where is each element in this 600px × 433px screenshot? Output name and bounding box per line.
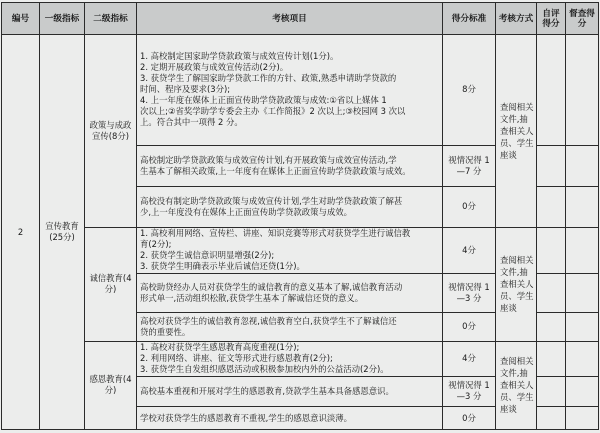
- header-item: 考核项目: [137, 3, 443, 35]
- self-score-cell[interactable]: [537, 35, 566, 146]
- assessment-item: [137, 227, 443, 273]
- supervise-score-cell[interactable]: [566, 407, 599, 430]
- supervise-score-cell[interactable]: [566, 341, 599, 376]
- level2-indicator: 感恩教育(4分): [85, 341, 137, 429]
- item-line: 高校对获贷学生的诚信教育忽视,诚信教育空白,获贷学生不了解诚信还: [140, 315, 397, 326]
- assessment-method: 查阅相关文件,抽查相关人员、学生座谈: [496, 35, 537, 228]
- assessment-item: [137, 186, 443, 227]
- score-standard: 视情况得 1—7 分: [443, 145, 496, 186]
- header-supervise-score: 督查得分: [566, 3, 599, 35]
- supervise-score-cell[interactable]: [566, 274, 599, 313]
- item-line: 高校助贷经办人员对获贷学生的诚信教育的意义基本了解,诚信教育活动: [140, 282, 403, 292]
- level2-indicator: 诚信教育(4分): [85, 227, 137, 341]
- item-line: 学校对获贷学生的感恩教育不重视,学生的感恩意识淡薄。: [140, 412, 353, 423]
- score-standard: 视情况得 1—3 分: [443, 376, 496, 407]
- header-row: [2, 3, 599, 35]
- score-standard: 4分: [443, 341, 496, 376]
- header-score-standard: 得分标准: [443, 3, 496, 35]
- row-number: 2: [2, 35, 40, 430]
- item-line: 4. 上一年度在媒体上正面宣传助学贷款政策与成效:①省以上媒体 1: [140, 95, 387, 106]
- score-standard: 4分: [443, 227, 496, 273]
- table-row: [2, 341, 599, 376]
- item-line: 高校没有制定助学贷款政策与成效宣传计划,学生对助学贷款政策了解甚: [140, 195, 403, 206]
- assessment-item: [137, 376, 443, 407]
- item-line: 2. 获贷学生诚信意识明显增强(2分);: [140, 250, 275, 261]
- assessment-item: [137, 145, 443, 186]
- item-line: 高校基本重视和开展对学生的感恩教育,贷款学生基本具备感恩意识。: [140, 385, 394, 396]
- item-line: 2. 利用网络、讲座、征文等形式进行感恩教育(2分);: [140, 353, 333, 364]
- assessment-method: 查阅相关文件,抽查相关人员、学生座谈: [496, 227, 537, 341]
- item-line: 上。符合其中一项得 2 分。: [140, 117, 243, 128]
- assessment-item: [137, 35, 443, 146]
- assessment-item: [137, 341, 443, 376]
- item-line: 形式单一,活动组织松散,获贷学生基本了解诚信还贷的意义。: [140, 293, 364, 303]
- supervise-score-cell[interactable]: [566, 313, 599, 342]
- self-score-cell[interactable]: [537, 376, 566, 407]
- header-no: 编号: [2, 3, 40, 35]
- supervise-score-cell[interactable]: [566, 227, 599, 273]
- score-standard: 0分: [443, 407, 496, 430]
- evaluation-table: [1, 2, 599, 430]
- header-level2: 二级指标: [85, 3, 137, 35]
- self-score-cell[interactable]: [537, 227, 566, 273]
- item-line: 1. 高校制定国家助学贷款政策与成效宣传计划(1分)。: [140, 51, 339, 62]
- item-line: 3. 获贷学生自发组织感恩活动或积极参加校内外的公益活动(2分)。: [140, 364, 389, 375]
- assessment-item: [137, 274, 443, 313]
- item-line: 2. 定期开展政策与成效宣传活动(2分)。: [140, 62, 289, 73]
- self-score-cell[interactable]: [537, 407, 566, 430]
- self-score-cell[interactable]: [537, 274, 566, 313]
- assessment-item: [137, 407, 443, 430]
- self-score-cell[interactable]: [537, 145, 566, 186]
- item-line: 3. 获贷学生了解国家助学贷款工作的方针、政策,熟悉申请助学贷款的: [140, 73, 397, 84]
- header-method: 考核方式: [496, 3, 537, 35]
- assessment-method: 查阅相关文件,抽查相关人员、学生座谈: [496, 341, 537, 429]
- level2-indicator: 政策与成政宣传(8分): [85, 35, 137, 228]
- header-self-score: 自评得分: [537, 3, 566, 35]
- supervise-score-cell[interactable]: [566, 376, 599, 407]
- item-line: 高校制定助学贷款政策与成效宣传计划,有开展政策与成效宣传活动,学: [140, 154, 397, 165]
- item-line: 贷的重要性。: [140, 326, 191, 337]
- level1-indicator: 宣传教育(25分): [40, 35, 85, 430]
- table-row: [2, 227, 599, 273]
- score-standard: 0分: [443, 313, 496, 342]
- item-line: 时间、程序及要求(3分);: [140, 84, 231, 95]
- item-line: 生基本了解相关政策,上一年度有在媒体上正面宣传助学贷款政策与成效。: [140, 165, 411, 176]
- table-row: [2, 35, 599, 146]
- supervise-score-cell[interactable]: [566, 35, 599, 146]
- supervise-score-cell[interactable]: [566, 186, 599, 227]
- item-line: 1. 高校利用网络、宣传栏、讲座、知识竞赛等形式对获贷学生进行诚信教: [140, 228, 411, 239]
- score-standard: 8分: [443, 35, 496, 146]
- self-score-cell[interactable]: [537, 186, 566, 227]
- supervise-score-cell[interactable]: [566, 145, 599, 186]
- item-line: 1. 高校对获贷学生感恩教育高度重视(1分);: [140, 342, 300, 353]
- score-standard: 视情况得 1—3 分: [443, 274, 496, 313]
- header-level1: 一级指标: [40, 3, 85, 35]
- assessment-item: [137, 313, 443, 342]
- self-score-cell[interactable]: [537, 341, 566, 376]
- item-line: 次以上;②省奖学助学专委会主办《工作简报》2 次以上;③校园网 3 次以: [140, 106, 406, 117]
- self-score-cell[interactable]: [537, 313, 566, 342]
- score-standard: 0分: [443, 186, 496, 227]
- item-line: 少,上一年度没有在媒体上正面宣传助学贷款政策与成效。: [140, 206, 353, 217]
- item-line: 育(2分);: [140, 239, 172, 250]
- item-line: 3. 获贷学生明确表示毕业后诚信还贷(1分)。: [140, 261, 305, 272]
